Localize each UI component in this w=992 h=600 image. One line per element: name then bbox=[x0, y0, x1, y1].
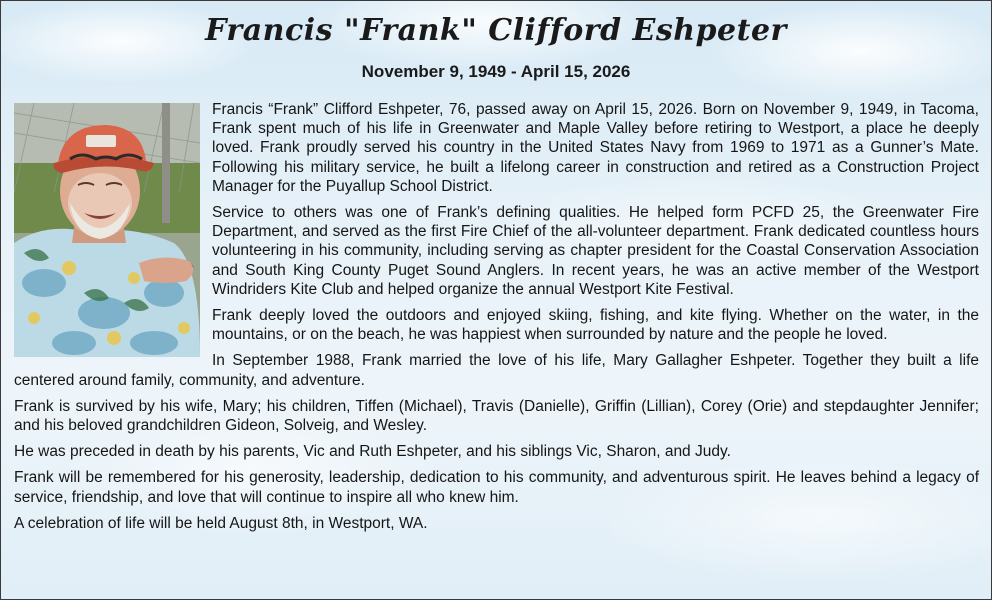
photo-wrap-spacer bbox=[14, 100, 212, 354]
obituary-body bbox=[14, 100, 979, 540]
paragraph-preceded: He was preceded in death by his parents, Vic and Ruth Eshpeter, and his siblings Vic, Sharon, and Judy. bbox=[14, 443, 731, 461]
paragraph-intro: Francis “Frank” Clifford Eshpeter, 76, passed away on April 15, 2026. Born on November 9, 1949, in Tacoma, Frank spent much of his life in Greenwater and Maple Valley before retiring to Westport, a place he deeply loved. Frank proudly served his country in the United States Navy from 1969 to 1971 as a Gunner’s Mate. Following his military service, he built a lifelong career in construction and retired as a Construction Project Manager for the Puyallup School District. bbox=[212, 101, 979, 195]
paragraph-survivors: Frank is survived by his wife, Mary; his children, Tiffen (Michael), Travis (Danielle), Griffin (Lillian), Corey (Orie) and stepdaughter Jennifer; and his beloved grandchildren Gideon, Solveig, and Wesley. bbox=[14, 397, 979, 435]
paragraph-outdoors: Frank deeply loved the outdoors and enjoyed skiing, fishing, and kite flying. Whether on the water, in the mountains, or on the beach, he was happiest when surrounded by nature and the people he loved. bbox=[212, 307, 979, 344]
paragraph-service: Service to others was one of Frank’s defining qualities. He helped form PCFD 25, the Greenwater Fire Department, and served as the first Fire Chief of the all-volunteer department. Frank dedicated countless hours volunteering in his community, including serving as chapter president for the Coastal Conservation Association and South King County Puget Sound Anglers. In recent years, he was an active member of the Westport Windriders Kite Club and helped organize the annual Westport Kite Festival. bbox=[212, 204, 979, 298]
obituary-name: Francis "Frank" Clifford Eshpeter bbox=[205, 13, 787, 48]
life-dates: November 9, 1949 - April 15, 2026 bbox=[361, 62, 631, 81]
paragraph-celebration: A celebration of life will be held August 8th, in Westport, WA. bbox=[14, 514, 428, 532]
paragraph-marriage: In September 1988, Frank married the love of his life, Mary Gallagher Eshpeter. Together they built a life centered around family, community, and adventure. bbox=[14, 352, 979, 389]
paragraph-remembrance: Frank will be remembered for his generosity, leadership, dedication to his community, and adventurous spirit. He leaves behind a legacy of service, friendship, and love that will continue to inspire all who knew him. bbox=[14, 469, 979, 506]
